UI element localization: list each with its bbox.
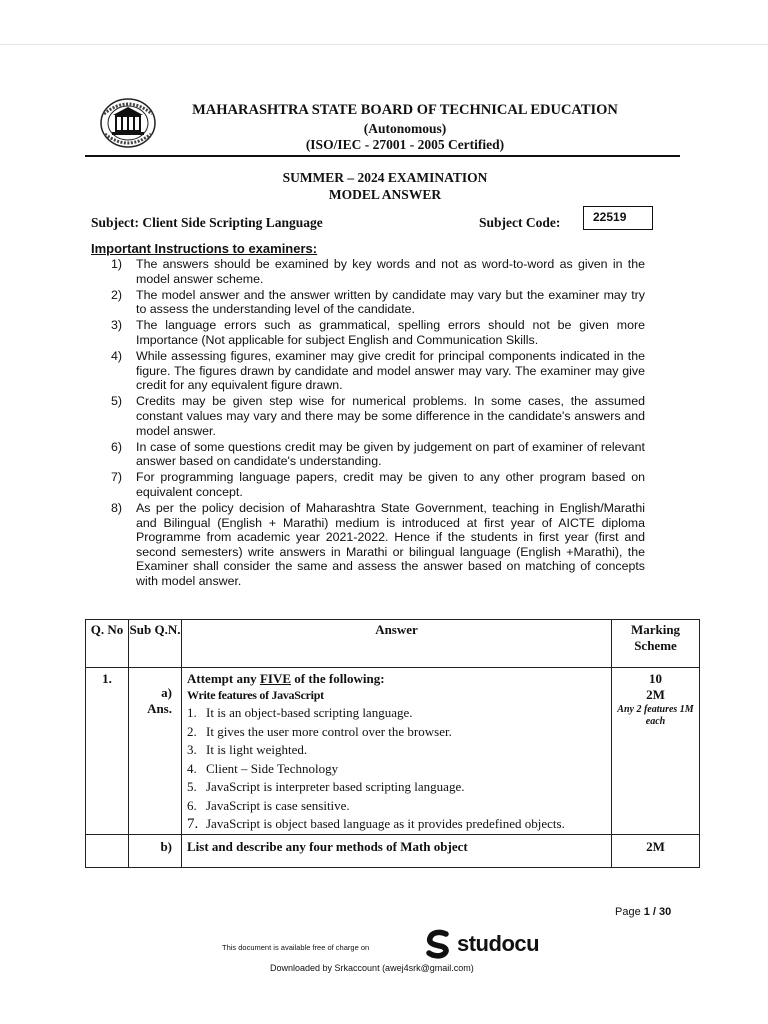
list-item-text: It is an object-based scripting language.	[206, 705, 413, 720]
list-item-number: 5.	[187, 779, 197, 794]
page-label: Page	[615, 906, 644, 918]
question-text: Write features of JavaScript	[187, 688, 324, 702]
exam-session: SUMMER – 2024 EXAMINATION	[282, 170, 488, 185]
table-row	[86, 668, 700, 835]
instruction-item	[93, 349, 645, 393]
section-title	[187, 671, 605, 687]
list-item-number: 2.	[187, 723, 197, 739]
list-item-text: JavaScript is case sensitive.	[206, 797, 350, 813]
list-item-text: It gives the user more control over the browser.	[206, 723, 452, 739]
header-answer: Answer	[182, 620, 612, 668]
studocu-brand	[424, 929, 539, 959]
availability-note: This document is available free of charge on	[222, 943, 370, 952]
question-text: List and describe any four methods of Math object	[182, 834, 612, 867]
instruction-number: 5)	[111, 394, 123, 409]
page-number	[615, 906, 671, 918]
list-item-number: 4.	[187, 760, 197, 776]
header-marking: Marking Scheme	[612, 620, 700, 668]
list-item-number: 6.	[187, 797, 197, 813]
studocu-logo-icon	[424, 929, 454, 959]
studocu-wordmark: studocu	[457, 931, 540, 956]
instruction-item	[93, 501, 645, 589]
ans-label: Ans.	[147, 701, 172, 716]
marks-note: Any 2 features 1M each	[617, 704, 694, 727]
list-item	[187, 815, 605, 834]
subject-code-label: Subject Code:	[479, 215, 561, 230]
instructions-list	[93, 257, 645, 590]
sub-question-cell	[129, 668, 182, 835]
iso-certification: (ISO/IEC - 27001 - 2005 Certified)	[305, 137, 505, 152]
msbte-logo-icon	[98, 96, 170, 152]
instruction-number: 2)	[111, 287, 123, 302]
instruction-item	[93, 440, 645, 469]
table-row	[86, 834, 700, 867]
list-item-number: 1.	[187, 705, 197, 720]
instruction-text: The model answer and the answer written by candidate may vary but the examiner may try to assess the understanding level of the candidate.	[136, 287, 645, 317]
list-item-text: JavaScript is interpreter based scripting language.	[206, 779, 465, 794]
section-title-count: FIVE	[259, 671, 291, 686]
table-header-row	[86, 620, 700, 668]
question-number-empty	[86, 834, 129, 867]
list-item	[187, 797, 605, 816]
marks-total: 10	[649, 671, 662, 686]
instruction-number: 8)	[111, 501, 123, 515]
page-separator: /	[649, 906, 660, 918]
list-item	[187, 723, 605, 742]
list-item	[187, 778, 605, 797]
list-item-number: 3.	[187, 742, 197, 757]
instruction-text: For programming language papers, credit may be given to any other program based on equivalent concept.	[136, 470, 645, 499]
instruction-item	[93, 394, 645, 438]
page-total: 30	[659, 906, 672, 918]
instruction-number: 1)	[111, 257, 123, 271]
instruction-item	[93, 470, 645, 499]
instruction-number: 4)	[111, 349, 123, 364]
board-name: MAHARASHTRA STATE BOARD OF TECHNICAL EDUCATION	[192, 102, 618, 118]
instruction-text: As per the policy decision of Maharashtra State Government, teaching in English/Marathi and Bilingual (English + Marathi) medium is introduced at first year of AICTE diploma Programme from academic year 2021-2022. Hence if the students in first year (first and second semesters) write answers in Marathi or bilingual language (English +Marathi), the Examiner shall consider the same and assess the answer based on matching of concepts with model answer.	[136, 501, 645, 588]
marks-value: 2M	[646, 687, 665, 702]
list-item	[187, 704, 605, 723]
page-top-border	[0, 44, 768, 45]
download-info: Downloaded by Srkaccount (awej4srk@gmail.com)	[270, 963, 474, 973]
list-item	[187, 741, 605, 760]
header-qno: Q. No	[86, 620, 129, 668]
sub-question-label: a)	[161, 685, 172, 700]
subject-name: Subject: Client Side Scripting Language	[91, 215, 323, 230]
list-item-text: JavaScript is object based language as it provides predefined objects.	[206, 816, 565, 831]
model-answer-title: MODEL ANSWER	[328, 187, 442, 202]
answer-table	[85, 619, 700, 868]
list-item-number: 7.	[187, 816, 199, 832]
page-current: 1	[643, 906, 650, 918]
instruction-number: 6)	[111, 439, 123, 454]
instruction-text: Credits may be given step wise for numerical problems. In some cases, the assumed constant values may vary and there may be some difference in the candidate's answers and model answer.	[136, 394, 645, 438]
answer-cell	[182, 668, 612, 835]
instruction-text: The language errors such as grammatical, spelling errors should not be given more Importance (Not applicable for subject English and Communication Skills.	[136, 318, 645, 347]
question-number: 1.	[86, 668, 129, 835]
marking-cell	[612, 668, 700, 835]
list-item-text: It is light weighted.	[206, 742, 308, 757]
section-title-post: of the following:	[291, 671, 385, 686]
header-rule	[85, 155, 680, 157]
instruction-number: 3)	[111, 318, 123, 333]
sub-question-label: b)	[129, 834, 182, 867]
marks-value: 2M	[612, 834, 700, 867]
features-list	[187, 704, 605, 834]
instruction-text: In case of some questions credit may be given by judgement on part of examiner of relevant answer based on candidate's understanding.	[136, 439, 645, 469]
instruction-item	[93, 288, 645, 317]
instructions-title: Important Instructions to examiners:	[91, 241, 318, 256]
instruction-item	[93, 318, 645, 347]
instruction-number: 7)	[111, 470, 123, 485]
list-item	[187, 760, 605, 779]
instruction-text: While assessing figures, examiner may give credit for principal components indicated in the figure. The figures drawn by candidate and model answer may vary. The examiner may give credit for any equivalent figure drawn.	[136, 349, 645, 393]
autonomous-label: (Autonomous)	[363, 121, 447, 136]
instruction-item	[93, 257, 645, 286]
header-subqn: Sub Q.N.	[129, 620, 182, 668]
list-item-text: Client – Side Technology	[206, 760, 339, 776]
instruction-text: The answers should be examined by key words and not as word-to-word as given in the model answer scheme.	[136, 257, 645, 286]
section-title-pre: Attempt any	[187, 671, 260, 686]
subject-code-box: 22519	[583, 206, 653, 230]
